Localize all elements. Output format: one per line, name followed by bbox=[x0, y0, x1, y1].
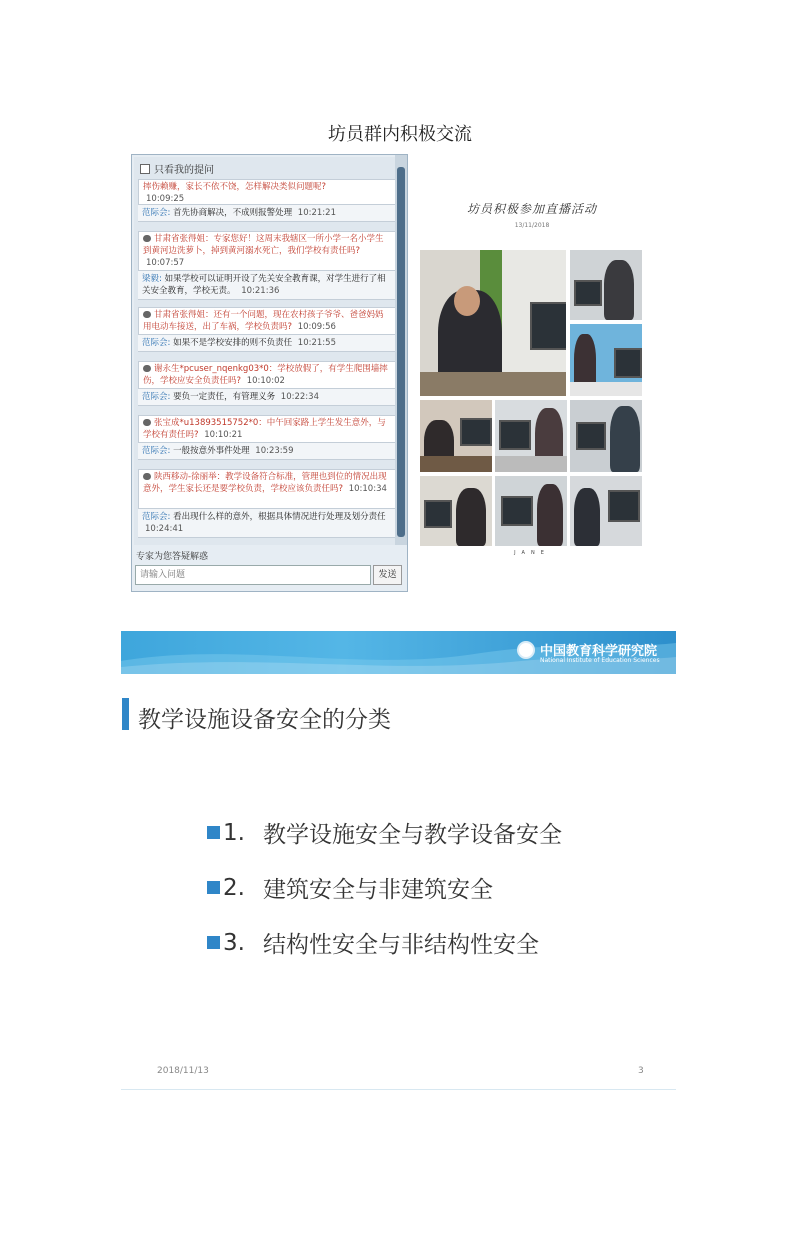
answer-text: 一般按意外事件处理 bbox=[173, 446, 250, 456]
chat-question bbox=[138, 415, 396, 443]
page-title: 坊员群内积极交流 bbox=[328, 124, 472, 145]
question-time: 10:09:56 bbox=[297, 322, 336, 332]
collage-title: 坊员积极参加直播活动 bbox=[466, 202, 597, 216]
chat-question bbox=[138, 307, 396, 335]
answer-time: 10:21:21 bbox=[297, 208, 336, 218]
chat-question bbox=[138, 469, 396, 509]
section-accent-bar bbox=[122, 698, 129, 730]
question-time: 10:10:02 bbox=[246, 376, 285, 386]
list-item-text: 结构性安全与非结构性安全 bbox=[262, 932, 539, 958]
photo-9 bbox=[570, 476, 642, 546]
chat-entry bbox=[138, 415, 396, 460]
chat-question bbox=[138, 361, 396, 389]
collage-date: 13/11/2018 bbox=[514, 222, 550, 229]
list-item bbox=[207, 871, 493, 904]
only-mine-label: 只看我的提问 bbox=[154, 165, 214, 176]
chat-bubble-icon bbox=[143, 365, 151, 372]
chat-entry bbox=[138, 469, 396, 538]
chat-entry bbox=[138, 361, 396, 406]
chat-answer bbox=[138, 205, 396, 222]
answer-author: 梁毅: bbox=[142, 274, 162, 284]
photo-4 bbox=[420, 400, 492, 472]
bullet-square-icon bbox=[207, 881, 220, 894]
photo-main bbox=[420, 250, 566, 396]
chat-answer bbox=[138, 335, 396, 352]
list-item-number: 1. bbox=[223, 819, 245, 846]
institute-name: 中国教育科学研究院 bbox=[540, 644, 658, 659]
photo-2 bbox=[570, 250, 642, 320]
chat-answer bbox=[138, 389, 396, 406]
question-text: 谢永生*pcuser_nqenkg03*0：学校放假了，有学生爬围墙摔伤，学校应安全负责任吗? bbox=[143, 364, 388, 386]
photo-collage bbox=[416, 188, 648, 558]
answer-time: 10:21:36 bbox=[241, 286, 280, 296]
question-text: 甘肃省张得姐：专家您好！这周末我辖区一所小学一名小学生到黄河边洗萝卜，掉到黄河溺水死亡，我们学校有责任吗? bbox=[143, 234, 384, 256]
institute-name-en: National Institute of Education Sciences bbox=[540, 657, 660, 664]
question-time: 10:10:21 bbox=[204, 430, 243, 440]
chat-entry bbox=[138, 179, 396, 222]
question-time: 10:07:57 bbox=[146, 258, 185, 268]
chat-bubble-icon bbox=[143, 235, 151, 242]
answer-author: 范际会: bbox=[142, 512, 171, 522]
answer-time: 10:22:34 bbox=[280, 392, 319, 402]
chat-bubble-icon bbox=[143, 473, 151, 480]
list-item bbox=[207, 926, 539, 959]
answer-text: 看出现什么样的意外，根据具体情况进行处理及划分责任 bbox=[173, 512, 386, 522]
photo-8 bbox=[495, 476, 567, 546]
slide-date: 2018/11/13 bbox=[157, 1066, 209, 1076]
answer-time: 10:23:59 bbox=[255, 446, 294, 456]
chat-bubble-icon bbox=[143, 419, 151, 426]
question-text: 陕西移动-徐丽举：教学设备符合标准，管理也到位的情况出现意外，学生家长还是要学校负责，学校应该负责任吗? bbox=[143, 472, 387, 494]
chat-answer bbox=[138, 443, 396, 460]
chat-entry bbox=[138, 307, 396, 352]
answer-time: 10:21:55 bbox=[297, 338, 336, 348]
answer-text: 要负一定责任，有管理义务 bbox=[173, 392, 276, 402]
question-text: 甘肃省张得姐：还有一个问题，现在农村孩子爷爷、爸爸妈妈用电动车接送，出了车祸，学校负责吗? bbox=[143, 310, 384, 332]
list-item-text: 教学设施安全与教学设备安全 bbox=[262, 822, 562, 848]
question-text: 张宝成*u13893515752*0：中午回家路上学生发生意外，与学校有责任吗? bbox=[143, 418, 386, 440]
send-button[interactable]: 发送 bbox=[373, 565, 402, 585]
help-text: 专家为您答疑解惑 bbox=[136, 552, 209, 562]
list-item-text: 建筑安全与非建筑安全 bbox=[262, 877, 493, 903]
chat-question bbox=[138, 179, 396, 205]
only-mine-filter[interactable] bbox=[140, 161, 214, 176]
answer-author: 范际会: bbox=[142, 446, 171, 456]
answer-time: 10:24:41 bbox=[145, 524, 184, 534]
question-time: 10:10:34 bbox=[348, 484, 387, 494]
chat-answer bbox=[138, 271, 396, 300]
photo-5 bbox=[495, 400, 567, 472]
answer-author: 范际会: bbox=[142, 392, 171, 402]
chat-question bbox=[138, 231, 396, 271]
question-time: 10:09:25 bbox=[146, 194, 185, 204]
footer-divider bbox=[121, 1089, 676, 1090]
slide-page-number: 3 bbox=[638, 1066, 644, 1076]
list-item-number: 2. bbox=[223, 874, 245, 901]
institute-logo-icon bbox=[517, 641, 535, 659]
list-item bbox=[207, 816, 562, 849]
answer-text: 如果学校可以证明开设了先关安全教育课，对学生进行了相关安全教育，学校无责。 bbox=[142, 274, 386, 296]
collage-footer: JANE bbox=[514, 550, 550, 556]
chat-scroll-thumb[interactable] bbox=[397, 167, 405, 537]
answer-text: 首先协商解决，不成则报警处理 bbox=[173, 208, 293, 218]
chat-answer bbox=[138, 509, 396, 538]
question-input-row bbox=[135, 565, 403, 587]
photo-6 bbox=[570, 400, 642, 472]
photo-3 bbox=[570, 324, 642, 396]
chat-bubble-icon bbox=[143, 311, 151, 318]
list-item-number: 3. bbox=[223, 929, 245, 956]
answer-author: 范际会: bbox=[142, 208, 171, 218]
question-text: 摔伤赖赚，家长不依不饶，怎样解决类似问题呢? bbox=[143, 182, 327, 192]
chat-scrollbar[interactable] bbox=[395, 155, 407, 545]
section-title: 教学设施设备安全的分类 bbox=[138, 707, 391, 733]
chat-message-list[interactable] bbox=[134, 157, 396, 545]
bullet-square-icon bbox=[207, 826, 220, 839]
bullet-square-icon bbox=[207, 936, 220, 949]
chat-entry bbox=[138, 231, 396, 300]
photo-7 bbox=[420, 476, 492, 546]
only-mine-checkbox[interactable] bbox=[140, 164, 150, 174]
answer-author: 范际会: bbox=[142, 338, 171, 348]
chat-panel bbox=[131, 154, 408, 592]
question-input[interactable] bbox=[135, 565, 371, 585]
answer-text: 如果不是学校安排的则不负责任 bbox=[173, 338, 293, 348]
